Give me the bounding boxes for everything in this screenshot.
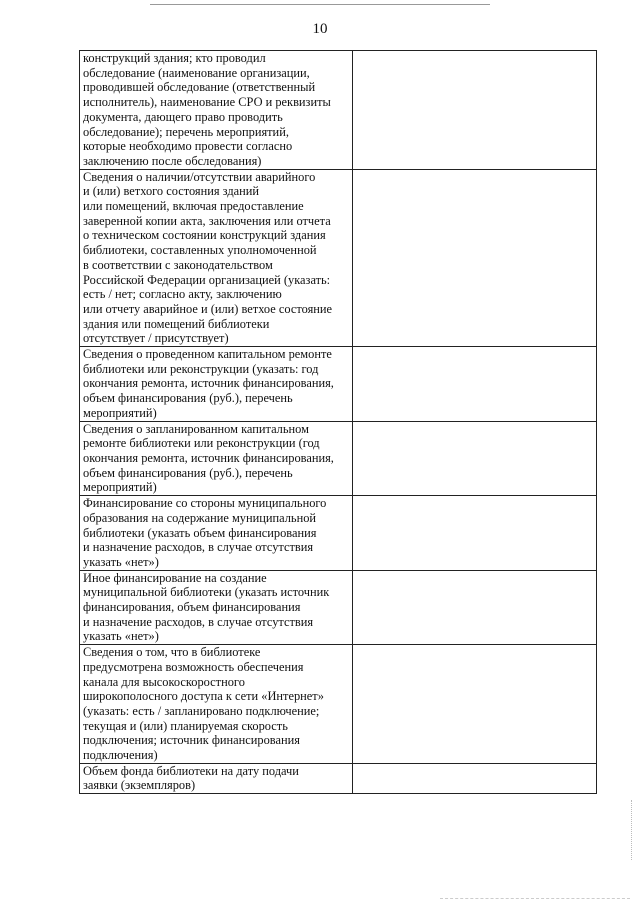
row-label-building-survey: конструкций здания; кто проводил обследование (наименование организации, проводившей обследование (ответственный исполнитель), наименование СРО и реквизиты документа, дающего право проводить обследование); перечень мероприятий, которые необходимо провести согласно заключению после обследования) [80,51,353,170]
table-row [80,51,597,170]
row-value-completed-repair[interactable] [353,347,597,422]
row-value-emergency-condition[interactable] [353,169,597,346]
row-label-planned-repair: Сведения о запланированном капитальном ремонте библиотеки или реконструкции (год окончания ремонта, источник финансирования, объем финансирования (руб.), перечень мероприятий) [80,421,353,496]
row-label-emergency-condition: Сведения о наличии/отсутствии аварийного и (или) ветхого состояния зданий или помещений, включая предоставление заверенной копии акта, заключения или отчета о техническом состоянии конструкций здания библиотеки, составленных уполномоченной в соответствии с законодательством Российской Федерации организацией (указать: есть / нет; согласно акту, заключению или отчету аварийное и (или) ветхое состояние здания или помещений библиотеки отсутствует / присутствует) [80,169,353,346]
row-value-building-survey[interactable] [353,51,597,170]
table-row [80,347,597,422]
table-row [80,421,597,496]
row-value-library-collection[interactable] [353,763,597,793]
table-row [80,763,597,793]
scan-bottom-artifact [440,898,630,899]
table-row [80,496,597,571]
row-value-other-funding[interactable] [353,570,597,645]
row-label-other-funding: Иное финансирование на создание муниципальной библиотеки (указать источник финансирования, объем финансирования и назначение расходов, в случае отсутствия указать «нет») [80,570,353,645]
row-label-completed-repair: Сведения о проведенном капитальном ремонте библиотеки или реконструкции (указать: год окончания ремонта, источник финансирования, объем финансирования (руб.), перечень мероприятий) [80,347,353,422]
row-label-internet-access: Сведения о том, что в библиотеке предусмотрена возможность обеспечения канала для высокоскоростного широкополосного доступа к сети «Интернет» (указать: есть / запланировано подключение; текущая и (или) планируемая скорость подключения; источник финансирования подключения) [80,645,353,764]
application-form-table [79,50,597,794]
table-row [80,169,597,346]
row-value-internet-access[interactable] [353,645,597,764]
row-label-library-collection: Объем фонда библиотеки на дату подачи заявки (экземпляров) [80,763,353,793]
scan-margin-artifact [629,800,632,860]
page-number: 10 [312,21,328,37]
row-value-municipal-funding[interactable] [353,496,597,571]
scan-top-rule [150,4,490,5]
row-value-planned-repair[interactable] [353,421,597,496]
table-row [80,645,597,764]
row-label-municipal-funding: Финансирование со стороны муниципального образования на содержание муниципальной библиотеки (указать объем финансирования и назначение расходов, в случае отсутствия указать «нет») [80,496,353,571]
table-row [80,570,597,645]
